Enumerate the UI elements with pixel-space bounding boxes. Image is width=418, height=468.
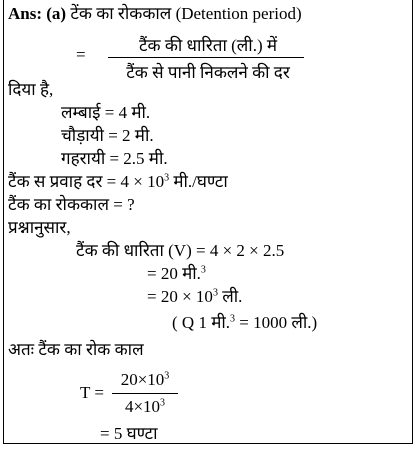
given-width: चौड़ायी = 2 मी. xyxy=(61,126,154,145)
note-suffix: = 1000 ली.) xyxy=(235,313,318,332)
num-prefix: 20×10 xyxy=(120,370,165,389)
formula1-denominator: टैंक से पानी निकलने की दर xyxy=(126,63,290,82)
result-final: = 5 घण्टा xyxy=(100,424,158,443)
given-intro: दिया है, xyxy=(8,80,54,99)
result-numerator xyxy=(108,370,182,390)
capacity-step2 xyxy=(147,287,242,307)
answer-title: टेंक का रोककाल (Detention period) xyxy=(70,4,302,23)
step1-prefix: = 20 मी. xyxy=(147,264,201,283)
given-depth: गहरायी = 2.5 मी. xyxy=(61,149,168,168)
given-question: टैंक का रोककाल = ? xyxy=(8,195,135,214)
given-length: लम्बाई = 4 मी. xyxy=(61,103,151,122)
step2-exponent: 3 xyxy=(212,287,218,299)
formula1-fraction-bar xyxy=(108,57,304,58)
solution-intro: प्रश्नानुसार, xyxy=(8,218,71,237)
step2-prefix: = 20 × 10 xyxy=(147,287,213,306)
answer-label: Ans: (a) xyxy=(8,4,67,23)
result-fraction-bar xyxy=(112,393,178,394)
formula1-numerator: टैंक की धारिता (ली.) में xyxy=(138,36,278,55)
den-exponent: 3 xyxy=(160,397,166,409)
result-denominator xyxy=(108,397,182,417)
capacity-line: टैंक की धारिता (V) = 4 × 2 × 2.5 xyxy=(76,241,285,260)
flow-exponent: 3 xyxy=(164,172,170,184)
given-flow-rate xyxy=(8,172,228,192)
result-intro: अतः टैंक का रोक काल xyxy=(8,340,144,359)
flow-prefix: टैंक स प्रवाह दर = 4 × 10 xyxy=(8,172,165,191)
flow-suffix: मी./घण्टा xyxy=(169,172,228,191)
num-exponent: 3 xyxy=(164,370,170,382)
step2-suffix: ली. xyxy=(217,287,243,306)
result-lhs: T = xyxy=(80,383,104,402)
den-prefix: 4×10 xyxy=(124,397,161,416)
conversion-note xyxy=(172,313,317,333)
note-exponent: 3 xyxy=(230,313,236,325)
formula1-equals: = xyxy=(76,45,86,64)
answer-heading xyxy=(8,4,302,24)
step1-exponent: 3 xyxy=(200,264,206,276)
note-prefix: ( Q 1 मी. xyxy=(172,313,231,332)
capacity-step1 xyxy=(147,264,206,284)
